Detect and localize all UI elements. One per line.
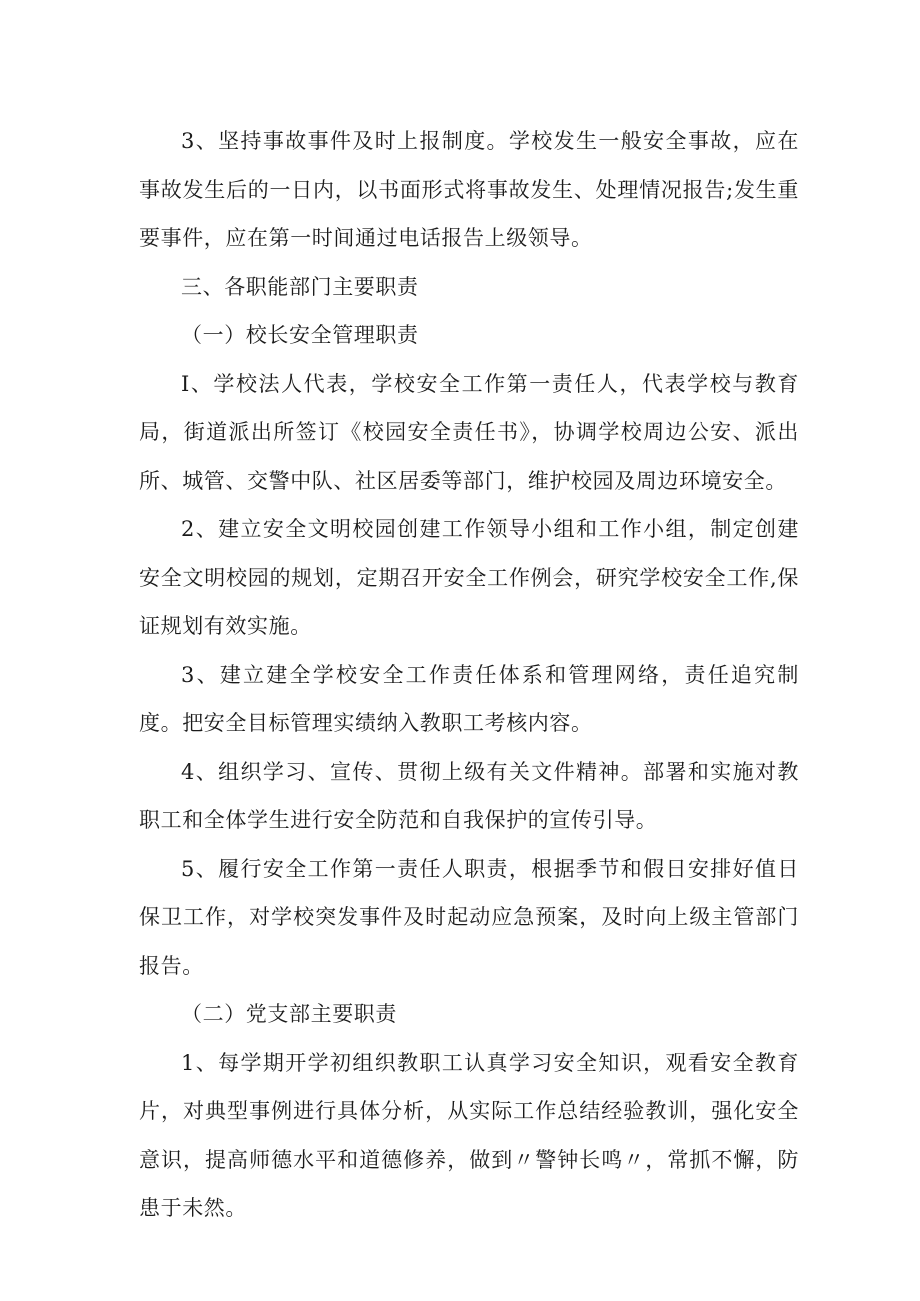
subsection-heading-principal: （一）校长安全管理职责 [181, 323, 419, 347]
document-body [139, 117, 799, 1233]
section-heading-departments: 三、各职能部门主要职责 [181, 274, 419, 299]
paragraph-principal-5: 5、履行安全工作第一责任人职责，根据季节和假日安排好值日保卫工作，对学校突发事件及时起动应急预案，及时向上级主管部门报告。 [139, 856, 799, 978]
paragraph-principal-4: 4、组织学习、宣传、贯彻上级有关文件精神。部署和实施对教职工和全体学生进行安全防范和自我保护的宣传引导。 [139, 759, 799, 832]
paragraph-report-system: 3、坚持事故事件及时上报制度。学校发生一般安全事故，应在事故发生后的一日内，以书面形式将事故发生、处理情况报告;发生重要事件，应在第一时间通过电话报告上级领导。 [139, 129, 799, 250]
paragraph-principal-3: 3、建立建全学校安全工作责任体系和管理网络，责任追究制度。把安全目标管理实绩纳入教职工考核内容。 [139, 662, 799, 735]
paragraph-party-branch-1: 1、每学期开学初组织教职工认真学习安全知识，观看安全教育片，对典型事例进行具体分析，从实际工作总结经验教训，强化安全意识，提高师德水平和道德修养，做到〃警钟长鸣〃，常抓不懈，防患于未然。 [139, 1050, 799, 1220]
subsection-heading-party-branch: （二）党支部主要职责 [181, 1002, 397, 1026]
paragraph-principal-1: I、学校法人代表，学校安全工作第一责任人，代表学校与教育局，街道派出所签订《校园安全责任书》，协调学校周边公安、派出所、城管、交警中队、社区居委等部门，维护校园及周边环境安全。 [139, 371, 799, 493]
paragraph-principal-2: 2、建立安全文明校园创建工作领导小组和工作小组，制定创建安全文明校园的规划，定期召开安全工作例会，研究学校安全工作,保证规划有效实施。 [139, 517, 799, 638]
